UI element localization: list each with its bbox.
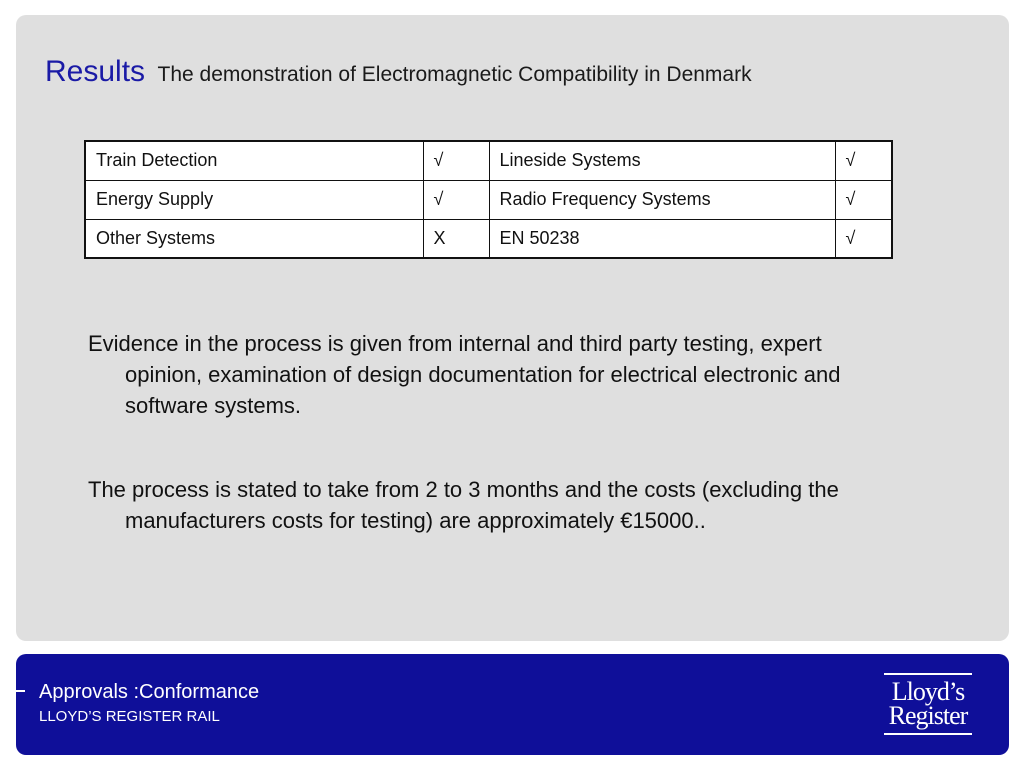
table-cell: √	[423, 141, 489, 180]
table-cell: X	[423, 219, 489, 258]
table-cell: Radio Frequency Systems	[489, 180, 835, 219]
table-cell: Energy Supply	[85, 180, 423, 219]
lloyds-register-logo	[880, 673, 976, 737]
table-cell: EN 50238	[489, 219, 835, 258]
table-cell: Lineside Systems	[489, 141, 835, 180]
footer-bar	[16, 654, 1009, 755]
footer-subtitle: LLOYD’S REGISTER RAIL	[39, 708, 220, 725]
table-cell: √	[835, 219, 892, 258]
table-cell: √	[423, 180, 489, 219]
footer-title: Approvals :Conformance	[39, 681, 260, 703]
logo-line-2: Register	[888, 701, 968, 730]
table-row	[85, 219, 892, 258]
table-row	[85, 180, 892, 219]
logo-rule-top	[884, 673, 972, 675]
logo-line-1: Lloyd’s	[891, 677, 965, 706]
table-row	[85, 141, 892, 180]
table-cell: Train Detection	[85, 141, 423, 180]
process-paragraph: The process is stated to take from 2 to 3 months and the costs (excluding the manufacturers costs for testing) are approximately €15000..	[88, 477, 839, 533]
table-cell: √	[835, 141, 892, 180]
footer-dash	[16, 690, 25, 692]
slide-title	[45, 55, 752, 89]
slide-subtitle: The demonstration of Electromagnetic Compatibility in Denmark	[157, 63, 752, 86]
logo-rule-bottom	[884, 733, 972, 735]
table-cell: Other Systems	[85, 219, 423, 258]
evidence-paragraph: Evidence in the process is given from internal and third party testing, expert opinion, examination of design documentation for electrical electronic and software systems.	[88, 331, 841, 418]
table-cell: √	[835, 180, 892, 219]
results-table	[84, 140, 893, 259]
slide-title-main: Results	[45, 55, 146, 88]
